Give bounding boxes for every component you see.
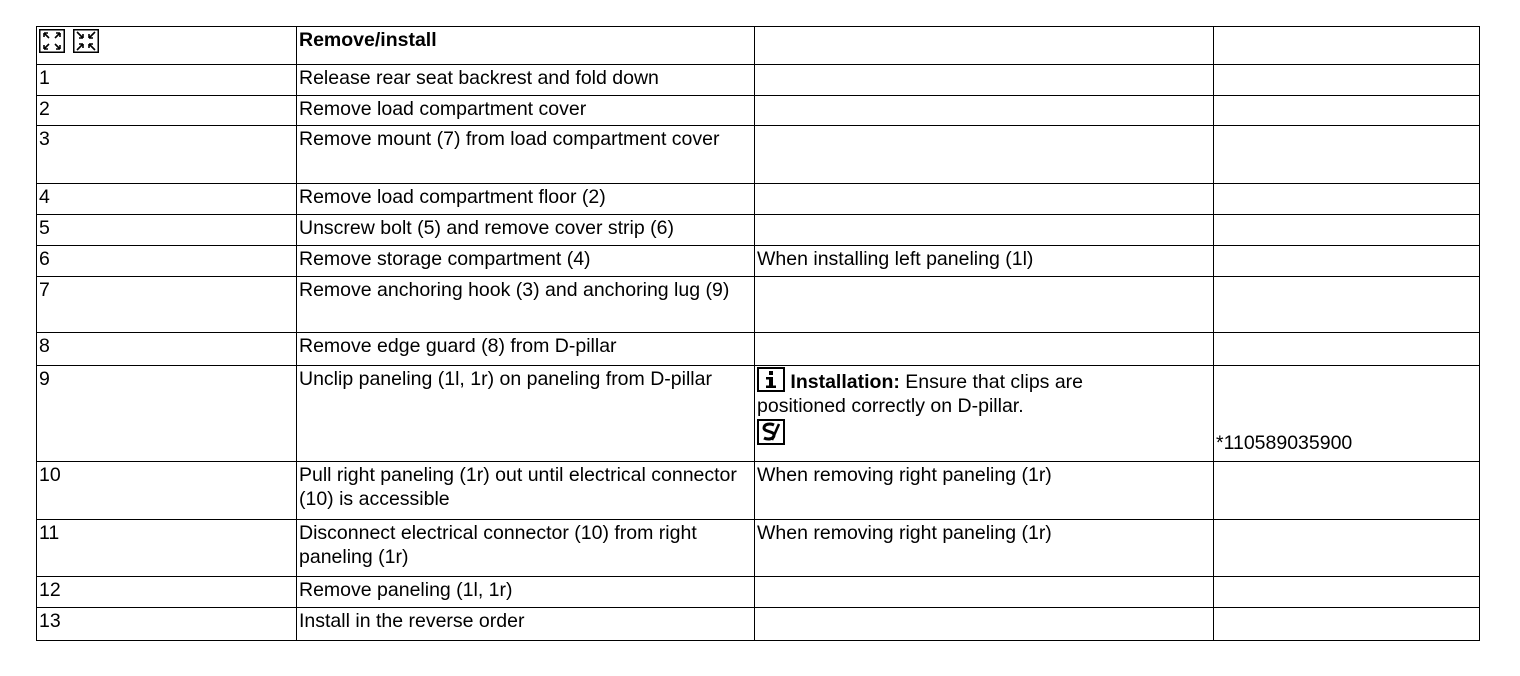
table-row (37, 215, 1480, 246)
procedure-table (36, 26, 1480, 641)
table-header-row (37, 27, 1480, 65)
step-note (755, 366, 1214, 462)
step-number: 5 (37, 215, 297, 246)
table-row (37, 577, 1480, 608)
step-note (755, 333, 1214, 366)
step-note: When installing left paneling (1l) (755, 246, 1214, 277)
step-action: Remove mount (7) from load compartment cover (297, 126, 755, 184)
step-ref-cell (1214, 366, 1480, 462)
step-ref (1214, 462, 1480, 520)
step-action: Remove paneling (1l, 1r) (297, 577, 755, 608)
step-number: 1 (37, 65, 297, 96)
step-number: 7 (37, 277, 297, 333)
step-action: Unclip paneling (1l, 1r) on paneling from D-pillar (297, 366, 755, 462)
step-note (755, 608, 1214, 641)
reference-number[interactable]: *110589035900 (1216, 432, 1353, 454)
step-note (755, 184, 1214, 215)
step-note (755, 65, 1214, 96)
step-number: 3 (37, 126, 297, 184)
step-ref (1214, 96, 1480, 126)
info-icon (757, 367, 785, 392)
table-row (37, 246, 1480, 277)
step-number: 8 (37, 333, 297, 366)
step-action: Remove edge guard (8) from D-pillar (297, 333, 755, 366)
step-ref (1214, 184, 1480, 215)
step-note: When removing right paneling (1r) (755, 462, 1214, 520)
step-action: Pull right paneling (1r) out until electrical connector (10) is accessible (297, 462, 755, 520)
step-action: Remove storage compartment (4) (297, 246, 755, 277)
step-note (755, 277, 1214, 333)
step-note (755, 96, 1214, 126)
step-action: Release rear seat backrest and fold down (297, 65, 755, 96)
step-action: Unscrew bolt (5) and remove cover strip (6) (297, 215, 755, 246)
installation-text: Ensure that clips are (899, 371, 1084, 393)
step-ref (1214, 277, 1480, 333)
table-row (37, 126, 1480, 184)
step-ref (1214, 520, 1480, 577)
table-row (37, 462, 1480, 520)
step-ref (1214, 65, 1480, 96)
table-row (37, 333, 1480, 366)
installation-label: Installation: (790, 371, 900, 393)
step-ref (1214, 126, 1480, 184)
step-ref (1214, 215, 1480, 246)
step-action: Remove load compartment cover (297, 96, 755, 126)
step-ref (1214, 333, 1480, 366)
step-number: 6 (37, 246, 297, 277)
installation-text-line2: positioned correctly on D-pillar. (757, 395, 1024, 417)
expand-all-icon[interactable] (39, 29, 65, 53)
table-row (37, 608, 1480, 641)
header-icons-cell (37, 27, 297, 65)
table-row (37, 520, 1480, 577)
step-number: 9 (37, 366, 297, 462)
header-empty-cell (1214, 27, 1480, 65)
step-note (755, 215, 1214, 246)
step-number: 4 (37, 184, 297, 215)
table-row (37, 277, 1480, 333)
step-action: Remove load compartment floor (2) (297, 184, 755, 215)
table-row (37, 184, 1480, 215)
collapse-all-icon[interactable] (73, 29, 99, 53)
step-note (755, 577, 1214, 608)
header-title: Remove/install (297, 27, 755, 65)
step-action: Disconnect electrical connector (10) from right paneling (1r) (297, 520, 755, 577)
step-number: 11 (37, 520, 297, 577)
step-number: 10 (37, 462, 297, 520)
step-action: Remove anchoring hook (3) and anchoring lug (9) (297, 277, 755, 333)
table-row (37, 96, 1480, 126)
step-note (755, 126, 1214, 184)
step-action: Install in the reverse order (297, 608, 755, 641)
step-note: When removing right paneling (1r) (755, 520, 1214, 577)
table-row (37, 366, 1480, 462)
step-number: 13 (37, 608, 297, 641)
step-ref (1214, 577, 1480, 608)
step-number: 2 (37, 96, 297, 126)
table-row (37, 65, 1480, 96)
step-number: 12 (37, 577, 297, 608)
step-ref (1214, 608, 1480, 641)
step-ref (1214, 246, 1480, 277)
tool-icon[interactable] (757, 419, 785, 445)
header-empty-cell (755, 27, 1214, 65)
